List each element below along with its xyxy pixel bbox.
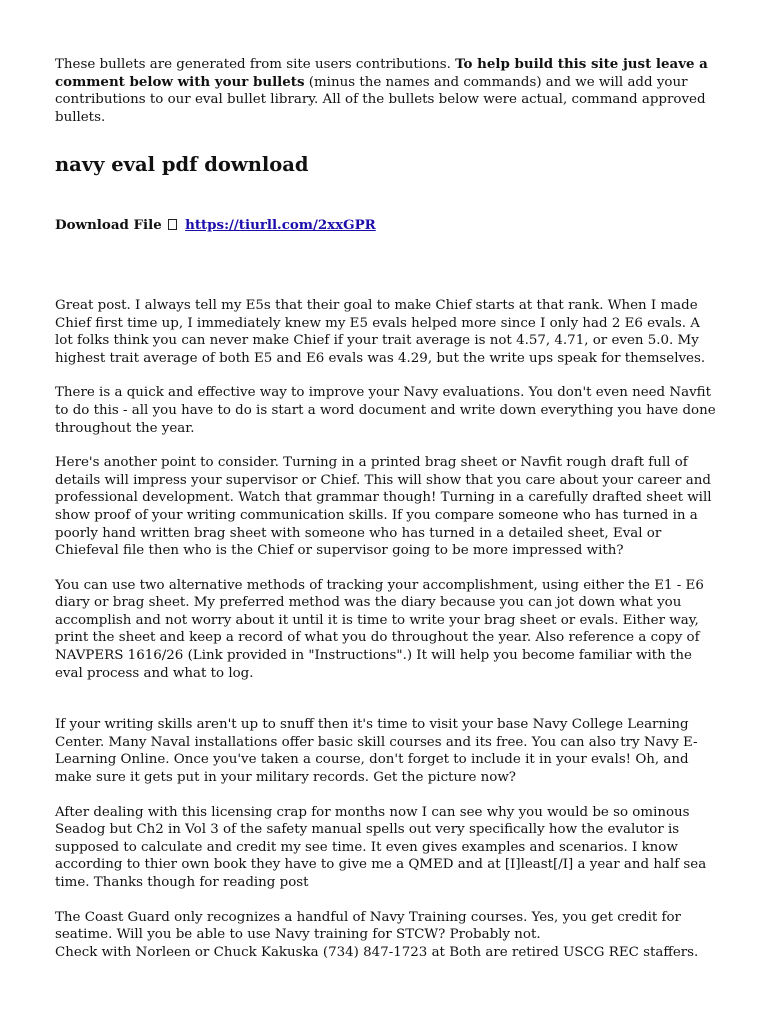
page-title: navy eval pdf download bbox=[55, 153, 309, 177]
paragraph-5: If your writing skills aren't up to snuff then it's time to visit your base Navy College Learning Center. Many Naval installations offer basic skill courses and its free. You can also try Navy E-Learning Online. Once you've taken a course, don't forget to include it in your evals! Oh, and make sure it gets put in your military records. Get the picture now? bbox=[55, 717, 698, 786]
intro-text-a: These bullets are generated from site users contributions. bbox=[55, 57, 456, 72]
paragraph-7: The Coast Guard only recognizes a handful of Navy Training courses. Yes, you get credit for seatime. Will you be able to use Navy training for STCW? Probably not. bbox=[55, 909, 681, 943]
paragraph-2: There is a quick and effective way to improve your Navy evaluations. You don't even need Navfit to do this - all you have to do is start a word document and write down everything you have done throughout the year. bbox=[55, 385, 716, 436]
paragraph-6: After dealing with this licensing crap for months now I can see why you would be so ominous Seadog but Ch2 in Vol 3 of the safety manual spells out very specifically how the evalutor is supposed to calculate and credit my see time. It even gives examples and scenarios. I know according to thier own book they have to give me a QMED and at [I]least[/I] a year and half sea time. Thanks though for reading post bbox=[55, 804, 707, 890]
intro-text-bold: To help build this site just leave a comment below with your bullets bbox=[55, 56, 708, 90]
paragraph-4: You can use two alternative methods of tracking your accomplishment, using either the E1 - E6 diary or brag sheet. My preferred method was the diary because you can jot down what you accomplish and not worry about it until it is time to write your brag sheet or evals. Either way, print the sheet and keep a record of what you do throughout the year. Also reference a copy of NAVPERS 1616/26 (Link provided in "Instructions".) It will help you become familiar with the eval process and what to log. bbox=[55, 577, 704, 681]
download-label: Download File bbox=[55, 217, 162, 234]
paragraph-1: Great post. I always tell my E5s that their goal to make Chief starts at that rank. When I made Chief first time up, I immediately knew my E5 evals helped more since I only had 2 E6 evals. A lot folks think you can never make Chief if your trait average is not 4.57, 4.71, or even 5.0. My highest trait average of both E5 and E6 evals was 4.29, but the write ups speak for themselves. bbox=[55, 297, 706, 366]
intro-text-b: (minus the names and commands) and we will add your contributions to our eval bullet library. All of the bullets below were actual, command approved bullets. bbox=[55, 74, 706, 125]
missing-glyph-icon bbox=[168, 219, 177, 230]
paragraph-8: Check with Norleen or Chuck Kakuska (734) 847-1723 at Both are retired USCG REC staffers. bbox=[55, 944, 699, 960]
download-link[interactable]: https://tiurll.com/2xxGPR bbox=[185, 217, 376, 234]
paragraph-3: Here's another point to consider. Turning in a printed brag sheet or Navfit rough draft full of details will impress your supervisor or Chief. This will show that you care about your career and professional development. Watch that grammar though! Turning in a carefully drafted sheet will show proof of your writing communication skills. If you compare someone who has turned in a poorly hand written brag sheet with someone who has turned in a detailed sheet, Eval or Chiefeval file then who is the Chief or supervisor going to be more impressed with? bbox=[55, 455, 712, 559]
download-line bbox=[55, 217, 715, 235]
intro-paragraph bbox=[55, 56, 717, 126]
